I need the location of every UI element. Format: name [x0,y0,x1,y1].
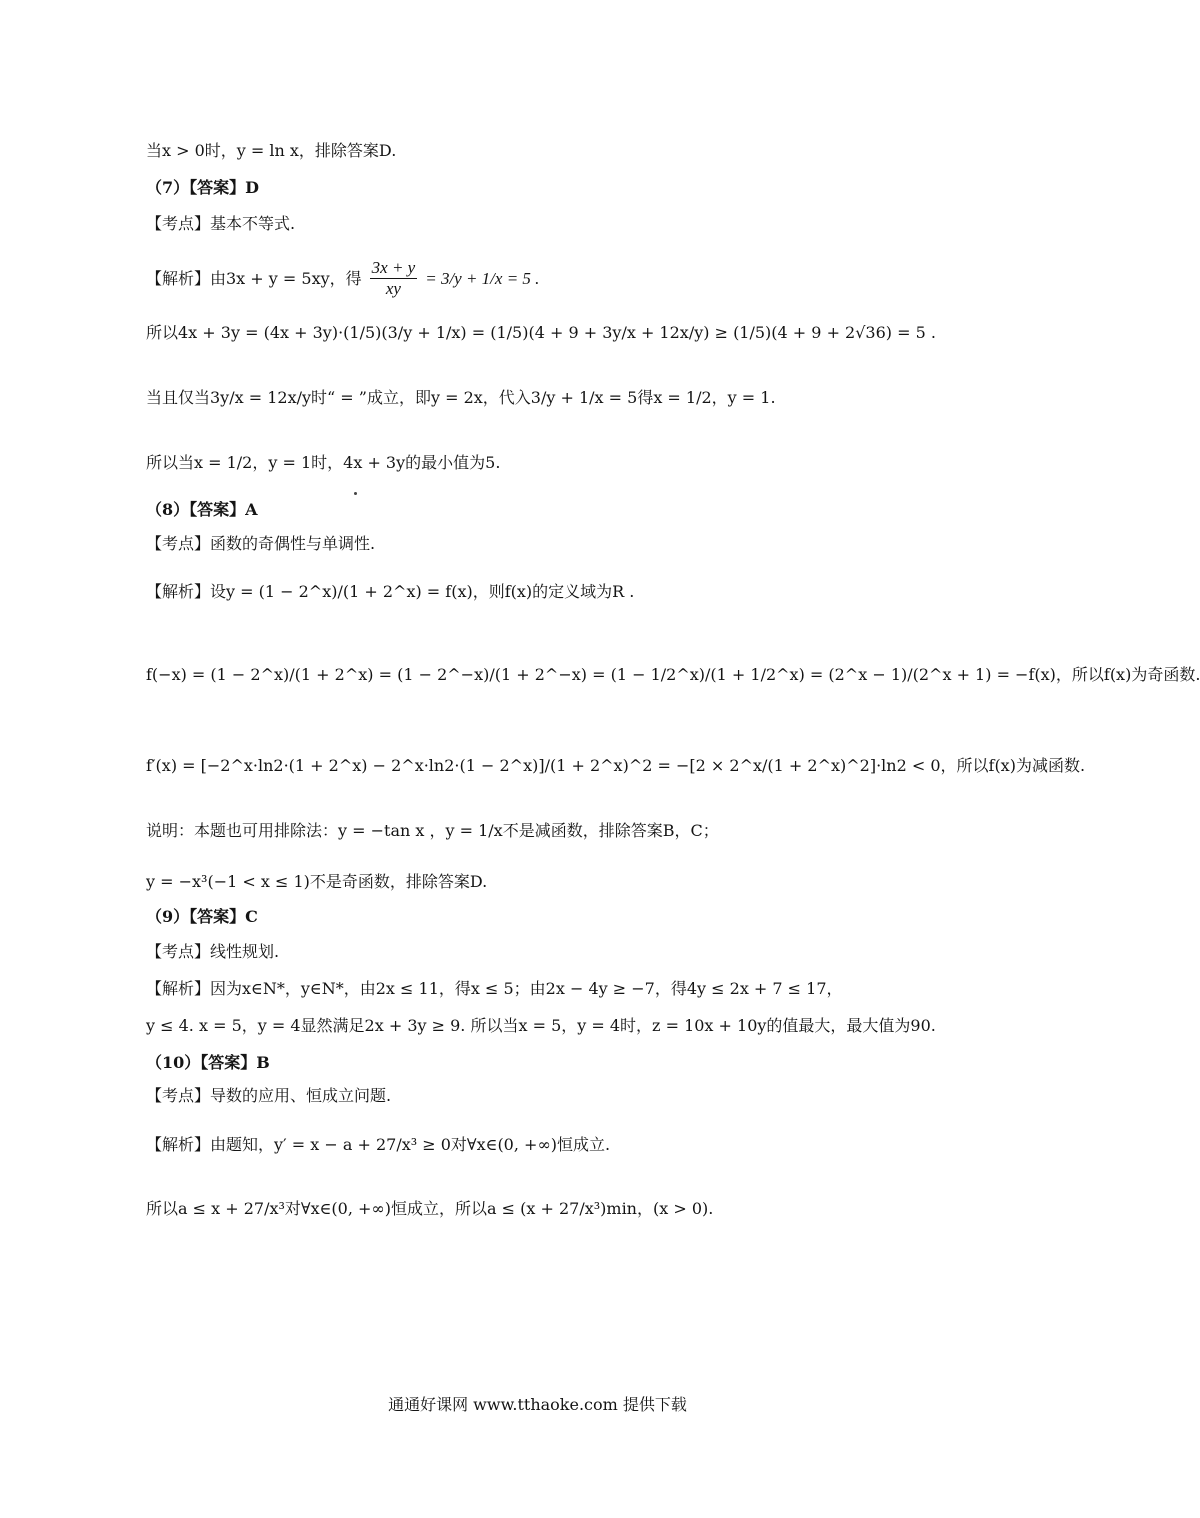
jiexi-7: 【解析】由3x + y = 5xy，得 $\frac{3x + y}{xy}$ = 3/y + 1/x = 5 . [146,258,540,298]
equality-7: 当且仅当3y/x = 12x/y时“ = ”成立，即y = 2x，代入3/y + 1/x = 5得x = 1/2，y = 1. [146,388,776,407]
jiexi-8: 【解析】设y = (1 − 2^x)/(1 + 2^x) = f(x)，则f(x)的定义域为R . [146,582,635,601]
note-8b: y = −x³(−1 < x ≤ 1)不是奇函数，排除答案D. [146,872,488,891]
text-line: 当x > 0时，y = ln x，排除答案D. [146,141,397,160]
answer-10: （10）【答案】B [146,1053,270,1072]
conclusion-10: 所以a ≤ x + 27/x³对∀x∈(0, +∞)恒成立，所以a ≤ (x + 27/x³)min，(x > 0). [146,1199,714,1218]
fraction: $\frac{3x + y}{xy}$ [371,258,416,298]
footer-source: 通通好课网 www.tthaoke.com 提供下载 [388,1395,687,1414]
kaodian-9: 【考点】线性规划. [146,942,280,961]
min-value-7: 所以当x = 1/2，y = 1时，4x + 3y的最小值为5. [146,453,501,472]
answer-8: （8）【答案】A [146,500,258,519]
jiexi-10: 【解析】由题知，y′ = x − a + 27/x³ ≥ 0对∀x∈(0, +∞)恒成立. [146,1135,611,1154]
kaodian-7: 【考点】基本不等式. [146,214,296,233]
derivation-7: 所以4x + 3y = (4x + 3y)·(1/5)(3/y + 1/x) = (1/5)(4 + 9 + 3y/x + 12x/y) ≥ (1/5)(4 + 9 + 2√36) = 5 . [146,323,936,342]
scan-speck [354,492,357,495]
jiexi-9b: y ≤ 4. x = 5，y = 4显然满足2x + 3y ≥ 9. 所以当x = 5，y = 4时，z = 10x + 10y的值最大，最大值为90. [146,1016,936,1035]
answer-9: （9）【答案】C [146,907,258,926]
derivative-8: f′(x) = [−2^x·ln2·(1 + 2^x) − 2^x·ln2·(1 − 2^x)]/(1 + 2^x)^2 = −[2 × 2^x/(1 + 2^x)^2]·ln2 < 0，所以f(x)为减函数. [146,756,1086,775]
kaodian-8: 【考点】函数的奇偶性与单调性. [146,534,376,553]
note-8: 说明：本题也可用排除法：y = −tan x ，y = 1/x不是减函数，排除答案B，C； [146,821,719,840]
jiexi-9: 【解析】因为x∈N*，y∈N*，由2x ≤ 11，得x ≤ 5；由2x − 4y ≥ −7，得4y ≤ 2x + 7 ≤ 17， [146,979,843,998]
odd-function-8: f(−x) = (1 − 2^x)/(1 + 2^x) = (1 − 2^−x)/(1 + 2^−x) = (1 − 1/2^x)/(1 + 1/2^x) = (2^x − 1)/(2^x + 1) = −f(x)，所以f(x)为奇函数. [146,665,1200,684]
answer-7: （7）【答案】D [146,178,260,197]
kaodian-10: 【考点】导数的应用、恒成立问题. [146,1086,392,1105]
